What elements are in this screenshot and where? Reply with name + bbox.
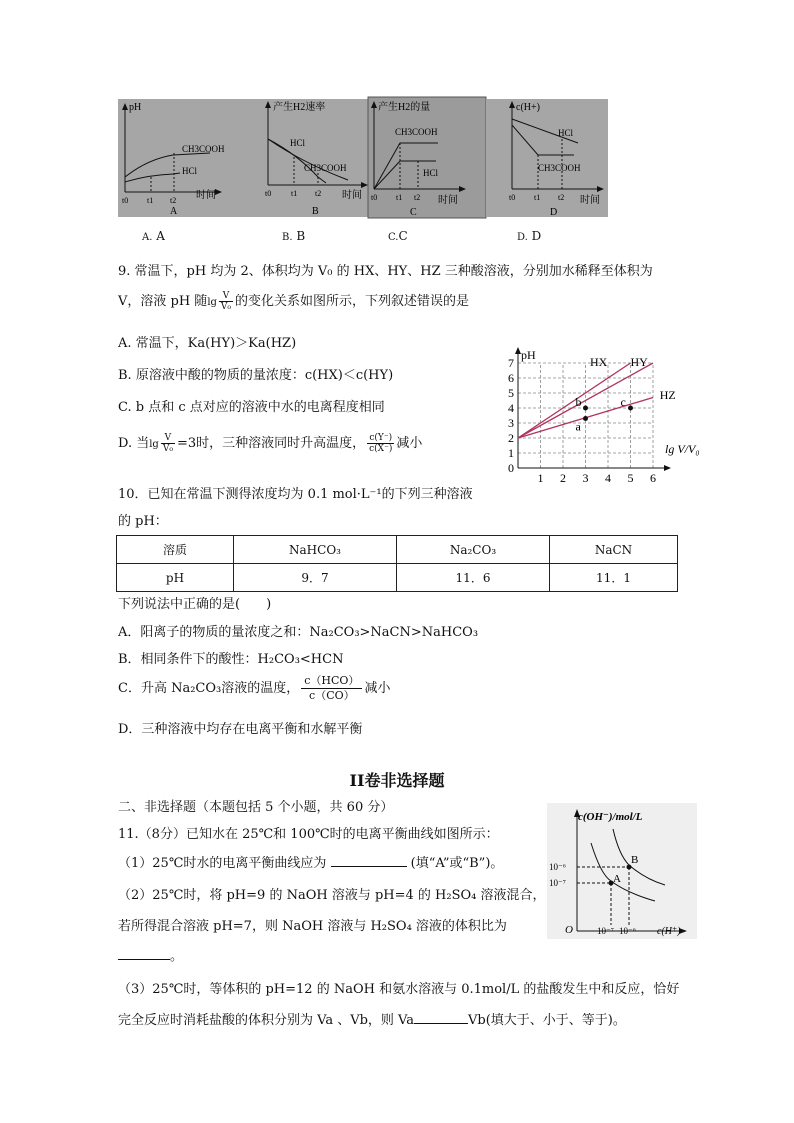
table-header-nacn: NaCN (550, 536, 678, 564)
q9-line2-post: 的变化关系如图所示，下列叙述错误的是 (235, 294, 470, 309)
panel-c-xlabel: 时间 (438, 195, 458, 206)
x-axis-arrow (664, 465, 671, 471)
panel-b-t2: t2 (315, 189, 322, 198)
y-tick-label-2: 2 (508, 431, 514, 445)
q11-point-a-label: A (613, 873, 621, 885)
x-tick-label-6: 6 (650, 471, 656, 485)
panel-a-xlabel: 时间 (196, 190, 216, 201)
series-label-hz: HZ (659, 388, 676, 402)
x-tick-label-5: 5 (627, 471, 634, 485)
top-option-d[interactable] (517, 229, 541, 243)
q9-fraction (219, 291, 233, 312)
panel-d-label-top: HCl (558, 128, 574, 138)
q9-optd-lg: lg (149, 439, 159, 450)
q11-p3-post: Vb(填大于、小于、等于)。 (468, 1013, 626, 1028)
q11-part2-line3 (118, 945, 183, 964)
section-title: II卷非选择题 (349, 771, 445, 790)
q10-ph-table (116, 535, 678, 592)
panel-a-bg (118, 99, 244, 217)
panel-d-label-bottom: CH3COOH (538, 163, 581, 173)
panel-b-ylabel: 产生H2速率 (273, 102, 326, 113)
series-line-hx (518, 363, 631, 438)
q11-p3-pre: 完全反应时消耗盐酸的体积分别为 Va 、Vb，则 Va (118, 1013, 414, 1028)
q10-option-d[interactable]: D．三种溶液中均存在电离平衡和水解平衡 (118, 722, 363, 737)
top-option-a-letter: A. (142, 232, 153, 243)
q11-p1-pre: （1）25℃时水的电离平衡曲线应为 (118, 856, 327, 871)
panel-b-xlabel: 时间 (342, 190, 362, 201)
q9-lg: lg (207, 297, 217, 308)
q9-chart (500, 340, 710, 485)
x-tick-label-1: 1 (537, 471, 544, 485)
panel-a-caption: A (170, 206, 178, 217)
q9-option-d[interactable] (118, 432, 422, 454)
q9-optd-ratio (367, 433, 394, 454)
q9-optd-fraction (161, 433, 175, 454)
q11-answer-1-input[interactable] (331, 866, 407, 867)
q9-optd-frac-num: V (161, 433, 175, 444)
panel-d-t2: t2 (558, 193, 565, 202)
top-option-a-value: A (156, 229, 165, 243)
table-header-na2co3: Na₂CO₃ (397, 536, 550, 564)
q11-part1 (118, 852, 503, 871)
top-option-b-letter: B. (282, 232, 293, 243)
top-option-b-value: B (296, 229, 306, 243)
panel-b-label-bottom: CH3COOH (304, 163, 347, 173)
panel-a-label-top: CH3COOH (182, 144, 225, 154)
q9-frac-num: V (219, 291, 233, 302)
series-label-hx: HX (590, 355, 608, 369)
q10-stem: 下列说法中正确的是( ) (118, 597, 272, 612)
q9-line1: 9. 常温下，pH 均为 2、体积均为 V₀ 的 HX、HY、HZ 三种酸溶液，分别加水稀释至体积为 (118, 264, 653, 279)
panel-d-t1: t1 (534, 193, 541, 202)
q9-optd-pre: D. 当 (118, 436, 150, 451)
q9-option-c[interactable]: C. b 点和 c 点对应的溶液中水的电离程度相同 (118, 400, 385, 415)
q9-line2-pre: V，溶液 pH 随 (118, 294, 208, 309)
x-tick-label-4: 4 (605, 471, 611, 485)
table-row (117, 536, 678, 564)
panel-d-t0: t0 (509, 193, 516, 202)
table-row (117, 564, 678, 592)
q10-option-a[interactable]: A．阳离子的物质的量浓度之和：Na₂CO₃>NaCN>NaHCO₃ (118, 625, 479, 640)
q10-option-b[interactable]: B．相同条件下的酸性：H₂CO₃<HCN (118, 652, 344, 667)
q10-optc-den: c（CO） (309, 689, 355, 702)
top-option-b[interactable] (282, 229, 305, 243)
top-option-d-value: D (531, 229, 542, 243)
q11-graph-ylabel: c(OH⁻)/mol/L (578, 811, 643, 823)
q10-optc-num: c（HCO） (301, 674, 362, 689)
table-cell-na2co3-ph: 11．6 (397, 564, 550, 592)
q10-optc-pre: C．升高 Na₂CO₃溶液的温度， (118, 681, 300, 696)
top-option-d-letter: D. (517, 232, 528, 243)
q11-answer-2-input[interactable] (118, 959, 170, 960)
point-label-b: b (575, 395, 582, 409)
y-tick-label-0: 0 (508, 461, 514, 475)
panel-c-t0: t0 (371, 193, 378, 202)
panel-c-ylabel: 产生H2的量 (378, 102, 431, 113)
panel-c-caption: C (410, 207, 417, 218)
q11-graph-xtick-1: 10⁻⁷ (597, 926, 614, 936)
q9-option-a[interactable]: A. 常温下，Ka(HY)＞Ka(HZ) (118, 336, 297, 351)
q11-part2-line2: 若所得混合溶液 pH=7，则 NaOH 溶液与 H₂SO₄ 溶液的体积比为 (118, 919, 507, 934)
top-option-a[interactable] (142, 229, 165, 243)
q9-frac-den: V₀ (220, 302, 232, 312)
panel-a-t2: t2 (170, 196, 177, 205)
q10-option-c[interactable] (118, 674, 390, 703)
y-tick-label-5: 5 (508, 386, 514, 400)
q11-part3-line1: （3）25℃时，等体积的 pH=12 的 NaOH 和氨水溶液与 0.1mol/L 的盐酸发生中和反应，恰好 (118, 982, 680, 997)
table-header-nahco3: NaHCO₃ (234, 536, 397, 564)
q11-answer-3-input[interactable] (414, 1023, 468, 1024)
point-label-c: c (620, 395, 626, 409)
q9-optd-post: 减小 (396, 436, 423, 451)
panel-d-xlabel: 时间 (580, 195, 600, 206)
q11-graph (547, 803, 697, 939)
panel-c-t1: t1 (396, 193, 403, 202)
top-option-c[interactable] (388, 229, 408, 243)
q11-p1-post: (填“A”或“B”)。 (410, 856, 504, 871)
top-figure (118, 97, 610, 219)
q9-optd-ratio-den: c(X⁻) (369, 444, 393, 454)
panel-d-caption: D (550, 207, 558, 218)
panel-c-label-top: CH3COOH (395, 127, 438, 137)
panel-a-ylabel: pH (129, 102, 142, 113)
q9-line2 (118, 290, 469, 312)
q11-graph-ytick-1: 10⁻⁶ (549, 862, 566, 872)
q11-graph-ytick-2: 10⁻⁷ (549, 878, 566, 888)
panel-b-t1: t1 (291, 189, 298, 198)
q11-line1: 11.（8分）已知水在 25℃和 100℃时的电离平衡曲线如图所示： (118, 827, 499, 842)
q11-part3-line2 (118, 1009, 626, 1028)
y-tick-label-4: 4 (508, 401, 514, 415)
panel-b-caption: B (312, 206, 319, 217)
q11-part2-line1: （2）25℃时，将 pH=9 的 NaOH 溶液与 pH=4 的 H₂SO₄ 溶液混合， (118, 888, 546, 903)
q9-option-b[interactable]: B. 原溶液中酸的物质的量浓度：c(HX)＜c(HY) (118, 368, 394, 383)
y-tick-label-3: 3 (508, 416, 514, 430)
q10-optc-fraction (301, 674, 362, 703)
y-tick-label-6: 6 (508, 371, 514, 385)
point-b (583, 406, 588, 411)
y-tick-label-1: 1 (508, 446, 514, 460)
panel-d-ylabel: c(H+) (516, 102, 540, 113)
table-cell-ph-label: pH (117, 564, 234, 592)
series-label-hy: HY (630, 355, 648, 369)
q10-optc-post: 减小 (364, 681, 391, 696)
q11-graph-xlabel: c(H⁺) (657, 926, 681, 937)
panel-b-t0: t0 (265, 189, 272, 198)
q10-line2: 的 pH： (118, 514, 168, 529)
point-label-a: a (575, 419, 581, 434)
x-axis-label: lg V/V₀ (665, 442, 700, 456)
q11-graph-origin: O (565, 924, 573, 936)
top-option-c-letter: C. (388, 232, 399, 243)
panel-a-t1: t1 (147, 196, 154, 205)
panel-c-t2: t2 (414, 193, 421, 202)
y-tick-label-7: 7 (508, 356, 514, 370)
panel-b-label-top: HCl (290, 138, 306, 148)
q11-point-b-label: B (631, 854, 639, 866)
q9-optd-mid: =3时，三种溶液同时升高温度， (176, 436, 366, 451)
x-tick-label-3: 3 (582, 471, 589, 485)
panel-a-label-bottom: HCl (182, 166, 198, 176)
q10-line1: 10．已知在常温下测得浓度均为 0.1 mol·L⁻¹的下列三种溶液 (118, 487, 473, 502)
table-cell-nacn-ph: 11．1 (550, 564, 678, 592)
x-tick-label-2: 2 (560, 471, 566, 485)
panel-c-bg (368, 97, 486, 218)
panel-c-label-bottom: HCl (423, 168, 439, 178)
q11-graph-xtick-2: 10⁻⁶ (619, 926, 636, 936)
q11-p2-end: 。 (170, 949, 184, 964)
table-cell-nahco3-ph: 9．7 (234, 564, 397, 592)
point-a (583, 416, 588, 421)
y-axis-label: pH (521, 348, 536, 362)
point-c (628, 406, 633, 411)
panel-a-t0: t0 (122, 196, 129, 205)
top-option-c-value: C (398, 229, 408, 243)
q9-optd-frac-den: V₀ (162, 444, 173, 454)
section-intro: 二、非选择题（本题包括 5 个小题，共 60 分） (118, 800, 394, 815)
table-header-solute: 溶质 (117, 536, 234, 564)
q9-optd-ratio-num: c(Y⁻) (367, 433, 394, 444)
